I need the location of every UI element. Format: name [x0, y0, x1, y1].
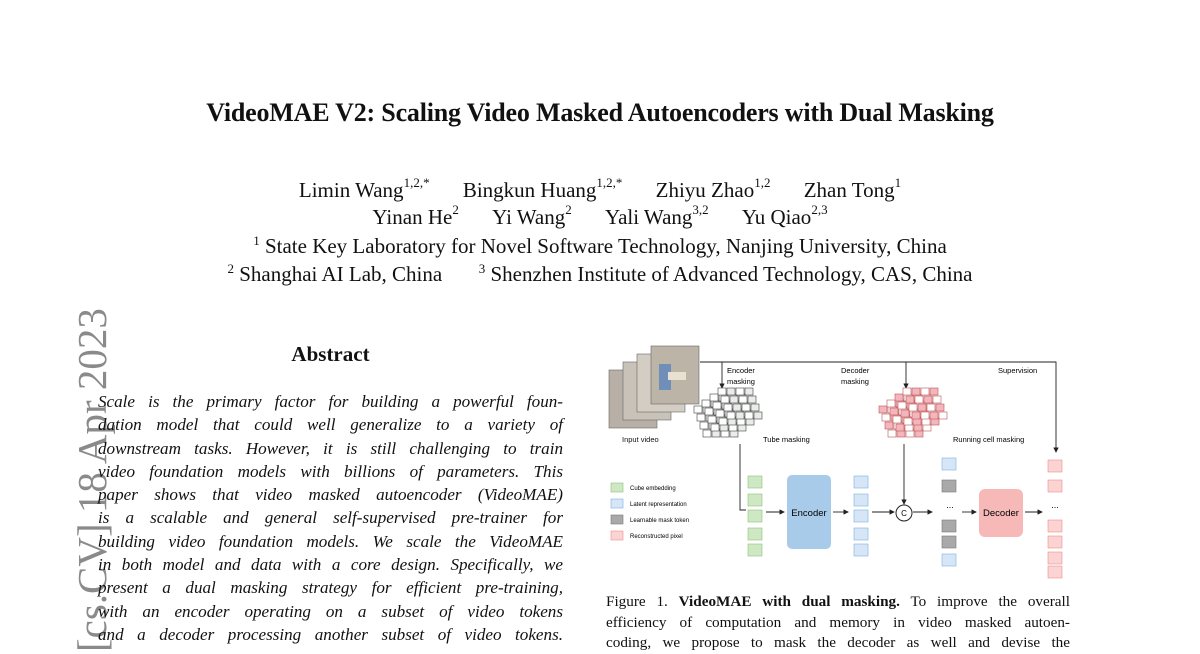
running-cell [898, 402, 906, 409]
blue-cube [854, 528, 868, 540]
legend-label: Reconstructed pixel [630, 534, 683, 540]
abstract-heading: Abstract [291, 342, 370, 366]
pink-cube [1048, 480, 1062, 492]
cube-embedding-column [748, 476, 762, 556]
legend-swatch-cube-embedding [611, 483, 623, 492]
tube-cell [716, 410, 724, 417]
tube-cell [730, 396, 738, 403]
tube-cell [705, 408, 713, 415]
tube-cell [700, 422, 708, 429]
tube-cell [702, 400, 710, 407]
tube-cell [703, 430, 711, 437]
tube-cell [739, 396, 747, 403]
legend-swatch-reconstructed [611, 531, 623, 540]
tube-cell [751, 404, 759, 411]
abstract-line: dation model that could well generalize to a variety of [98, 415, 563, 435]
green-cube [748, 528, 762, 540]
tube-cell [713, 402, 721, 409]
abstract-line: with an encoder operating on a subset of video tokens [98, 601, 563, 621]
running-cell [893, 416, 901, 423]
pink-cube [1048, 520, 1062, 532]
running-cell [903, 388, 911, 395]
tube-cell [727, 388, 735, 395]
blue-cube [854, 544, 868, 556]
pink-cube [1048, 536, 1062, 548]
running-cell [918, 404, 926, 411]
abstract-line: downstream tasks. However, it is still challenging to train [98, 438, 563, 458]
running-cell [927, 404, 935, 411]
authors-row-1 [0, 177, 1200, 203]
encoder-masking-label: Encoder [727, 366, 755, 375]
abstract-line: paper shows that video masked autoencoder (VideoMAE) [98, 485, 563, 505]
legend-swatch-latent [611, 499, 623, 508]
running-cell [890, 408, 898, 415]
tube-cell [748, 396, 756, 403]
decoder-masking-label: masking [841, 377, 869, 386]
tube-cell [694, 406, 702, 413]
running-cell [930, 412, 938, 419]
ellipsis: ... [946, 500, 954, 510]
figure-legend [611, 483, 689, 540]
running-cell [888, 430, 896, 437]
tube-cell [711, 424, 719, 431]
pink-cube [1048, 460, 1062, 472]
abstract-line: and a decoder processing another subset of video tokens. [98, 624, 563, 644]
running-cell [939, 412, 947, 419]
running-cell [882, 414, 890, 421]
video-subject [668, 372, 686, 380]
blue-cube [942, 554, 956, 566]
caption-line: efficiency of computation and memory in video masked autoen- [606, 613, 1070, 631]
running-cell [885, 422, 893, 429]
abstract-line: Scale is the primary factor for building a powerful foun- [98, 392, 563, 411]
legend-swatch-mask-token [611, 515, 623, 524]
tube-cell [710, 394, 718, 401]
blue-cube [942, 458, 956, 470]
tube-cell [745, 412, 753, 419]
author-name: Zhiyu Zhao$^{1,2}$ [655, 175, 771, 202]
author-name: Yinan He$^2$ [372, 202, 459, 229]
author-name: Limin Wang$^{1,2,*}$ [298, 175, 430, 202]
running-cell [933, 396, 941, 403]
green-cube [748, 476, 762, 488]
running-cell [904, 418, 912, 425]
green-cube [748, 544, 762, 556]
figure-videomae-dual-masking [604, 344, 1076, 580]
author-name: Yu Qiao$^{2,3}$ [741, 202, 828, 229]
tube-cell [736, 412, 744, 419]
author-name: Yi Wang$^2$ [492, 202, 572, 229]
tube-to-embed-arrow [740, 444, 746, 510]
running-cell [924, 396, 932, 403]
legend-label: Learnable mask token [630, 518, 690, 524]
tube-cell [697, 414, 705, 421]
running-cell [895, 394, 903, 401]
input-video-label: Input video [622, 435, 659, 444]
running-cell [915, 396, 923, 403]
affiliation-1: $^1$ State Key Laboratory for Novel Software Technology, Nanjing University, China [253, 233, 947, 258]
paper-title: VideoMAE V2: Scaling Video Masked Autoencoders with Dual Masking [206, 98, 994, 127]
tube-masking-grid [694, 388, 762, 437]
tube-cell [724, 404, 732, 411]
reconstructed-column [1048, 460, 1062, 578]
blue-cube [854, 476, 868, 488]
running-cell-masking-label: Running cell masking [953, 435, 1025, 444]
blue-cube [854, 510, 868, 522]
decoder-label: Decoder [983, 508, 1019, 519]
tube-cell [733, 404, 741, 411]
tube-cell [754, 412, 762, 419]
green-cube [748, 510, 762, 522]
arxiv-stamp [20, 300, 115, 652]
pink-cube [1048, 566, 1062, 578]
affiliation-2-3: $^2$ Shanghai AI Lab, China $^3$ Shenzhen Institute of Advanced Technology, CAS, China [227, 261, 973, 286]
latent-column [854, 476, 868, 556]
supervision-label: Supervision [998, 366, 1038, 375]
authors-row-2 [0, 204, 1200, 230]
running-cell [887, 400, 895, 407]
author-name: Yali Wang$^{3,2}$ [605, 202, 709, 229]
abstract-line: video foundation models with billions of parameters. This [98, 461, 563, 481]
tube-cell [742, 404, 750, 411]
tube-cell [736, 388, 744, 395]
legend-label: Cube embedding [630, 486, 676, 492]
encoder-masking-label: masking [727, 377, 755, 386]
running-cell [912, 412, 920, 419]
abstract-line: present a dual masking strategy for efficient pre-training, [98, 578, 563, 598]
tube-cell [727, 412, 735, 419]
input-video-frames [609, 346, 699, 428]
concat-label: C [901, 509, 907, 518]
gray-cube [942, 536, 956, 548]
running-cell [912, 388, 920, 395]
caption-line: Figure 1. VideoMAE with dual masking. To improve the overall [606, 593, 1070, 610]
running-cell [909, 404, 917, 411]
author-name: Bingkun Huang$^{1,2,*}$ [462, 175, 623, 202]
pink-cube [1048, 552, 1062, 564]
tube-cell [718, 388, 726, 395]
running-cell [936, 404, 944, 411]
figure-diagram [604, 344, 1076, 580]
tube-cell [719, 418, 727, 425]
running-cell [921, 388, 929, 395]
author-name: Zhan Tong$^1$ [803, 175, 902, 202]
running-cell [879, 406, 887, 413]
green-cube [748, 494, 762, 506]
running-cell [930, 388, 938, 395]
abstract-line: in both model and data with a core design. Specifically, we [98, 555, 563, 575]
running-cell [921, 412, 929, 419]
tube-cell [721, 396, 729, 403]
running-cell [901, 410, 909, 417]
abstract-line: is a scalable and general self-supervised pre-trainer for [98, 508, 563, 528]
decoder-input-column [942, 458, 956, 566]
gray-cube [942, 480, 956, 492]
figure-caption [606, 592, 1070, 654]
abstract-text [98, 390, 563, 646]
running-cell [896, 424, 904, 431]
tube-cell [708, 416, 716, 423]
decoder-masking-label: Decoder [841, 366, 870, 375]
abstract-line: building video foundation models. We scale the VideoMAE [98, 531, 563, 551]
ellipsis: ... [1051, 500, 1059, 510]
gray-cube [942, 520, 956, 532]
running-cell [906, 396, 914, 403]
running-cell-masking-grid [879, 388, 947, 437]
tube-masking-label: Tube masking [763, 435, 810, 444]
tube-cell [745, 388, 753, 395]
caption-line: coding, we propose to mask the decoder as well and devise the [606, 634, 1070, 652]
arxiv-stamp-text: [cs.CV] 18 Apr 2023 [69, 308, 115, 652]
legend-label: Latent representation [630, 502, 687, 508]
encoder-label: Encoder [791, 508, 827, 519]
blue-cube [854, 494, 868, 506]
